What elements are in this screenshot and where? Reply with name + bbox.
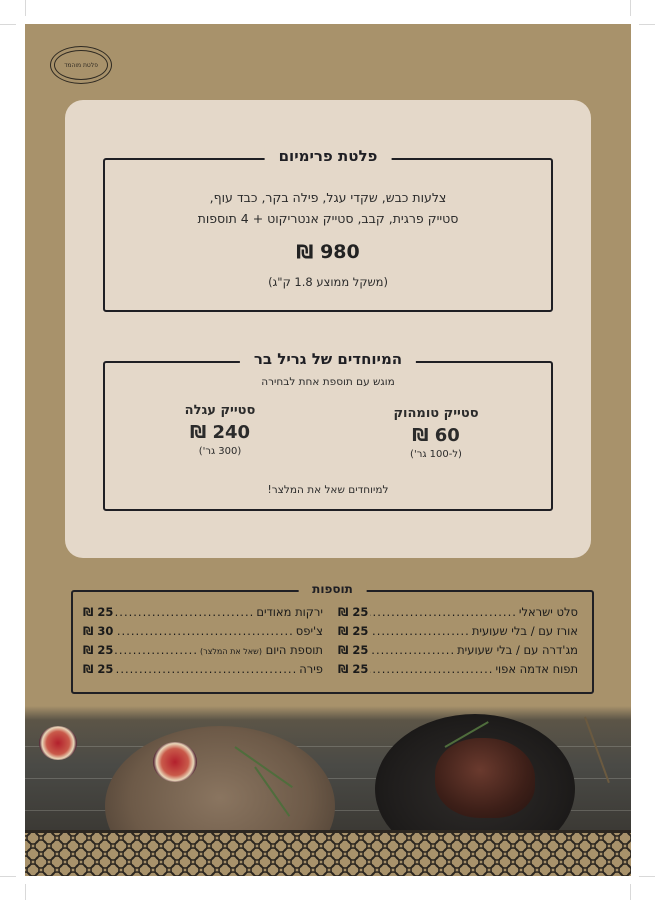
logo-text: פלטת מוהמד — [64, 61, 98, 69]
dot-leader — [370, 605, 516, 619]
dot-leader — [115, 662, 297, 676]
restaurant-logo — [50, 46, 112, 84]
crop-mark — [639, 24, 655, 25]
specials-box — [103, 350, 553, 511]
addon-price: 25 ₪ — [338, 605, 369, 619]
crop-mark — [0, 24, 16, 25]
crop-mark — [630, 884, 631, 900]
special-item-weight: (ל-100 גר') — [410, 449, 462, 460]
crop-mark — [25, 884, 26, 900]
addon-row — [338, 643, 578, 662]
addons-left-column — [83, 605, 323, 681]
addon-price: 25 ₪ — [338, 643, 369, 657]
specials-title: המיוחדים של גריל בר — [240, 350, 416, 368]
dot-leader — [115, 624, 293, 638]
special-item-tomahawk — [346, 406, 526, 460]
addon-row — [338, 605, 578, 624]
special-item-name: סטייק עגלה — [184, 403, 256, 418]
main-menu-card — [65, 100, 591, 558]
addon-price: 25 ₪ — [83, 605, 114, 619]
addon-price: 25 ₪ — [338, 624, 369, 638]
dot-leader — [370, 662, 493, 676]
addon-row — [83, 662, 323, 681]
fig-image — [39, 726, 77, 760]
addon-price: 25 ₪ — [83, 662, 114, 676]
fork-image — [584, 717, 610, 783]
crop-mark — [639, 876, 655, 877]
dot-leader — [115, 643, 198, 657]
addon-row — [83, 643, 323, 662]
premium-platter-box — [103, 147, 553, 312]
addon-name: ירקות מאודים — [256, 605, 323, 619]
addon-note: (שאל את המלצר) — [199, 647, 262, 656]
steak-image — [435, 738, 535, 818]
addon-row — [83, 605, 323, 624]
addons-title: תוספות — [298, 582, 367, 596]
special-item-name: סטייק טומהוק — [393, 406, 479, 421]
premium-price: 980 ₪ — [296, 241, 360, 263]
addon-name: תפוח אדמה אפוי — [495, 662, 578, 676]
addon-name: פירה — [299, 662, 323, 676]
special-item-price: 60 ₪ — [412, 425, 460, 446]
special-item-veal — [130, 403, 310, 457]
special-item-price: 240 ₪ — [189, 422, 251, 443]
specials-note: למיוחדים שאל את המלצר! — [267, 484, 389, 496]
premium-description-line: צלעות כבש, שקדי עגל, פילה בקר, כבד עוף, — [209, 190, 447, 205]
premium-title: פלטת פרימיום — [265, 147, 392, 165]
crop-mark — [630, 0, 631, 16]
addon-name-text: תוספת היום — [265, 643, 323, 657]
addon-name — [200, 643, 323, 657]
ornamental-pattern-band — [25, 830, 631, 876]
addon-name: צ'יפס — [295, 624, 323, 638]
menu-page — [25, 24, 631, 876]
addon-price: 25 ₪ — [338, 662, 369, 676]
addon-row — [338, 624, 578, 643]
addon-row — [83, 624, 323, 643]
pattern-border-line — [25, 830, 631, 833]
special-item-weight: (300 גר') — [198, 446, 242, 457]
addons-box — [71, 582, 594, 694]
addon-price: 25 ₪ — [83, 643, 114, 657]
addons-right-column — [338, 605, 578, 681]
specials-subtitle: מוגש עם תוספת אחת לבחירה — [261, 376, 395, 388]
premium-description-line: סטייק פרגית, קבב, סטייק אנטריקוט + 4 תוספות — [197, 211, 459, 226]
food-photo — [25, 706, 631, 830]
addon-name: אורז עם / בלי שעועית — [471, 624, 578, 638]
addon-name: מג'דרה עם / בלי שעועית — [457, 643, 578, 657]
dot-leader — [115, 605, 254, 619]
dot-leader — [370, 643, 455, 657]
premium-description — [105, 187, 551, 229]
addon-name: סלט ישראלי — [518, 605, 578, 619]
addon-row — [338, 662, 578, 681]
crop-mark — [25, 0, 26, 16]
crop-mark — [0, 876, 16, 877]
fig-image — [153, 742, 197, 782]
addon-price: 30 ₪ — [83, 624, 114, 638]
dot-leader — [370, 624, 469, 638]
premium-weight: (משקל ממוצע 1.8 ק"ג) — [268, 275, 388, 289]
ceramic-plate-image — [105, 726, 335, 830]
